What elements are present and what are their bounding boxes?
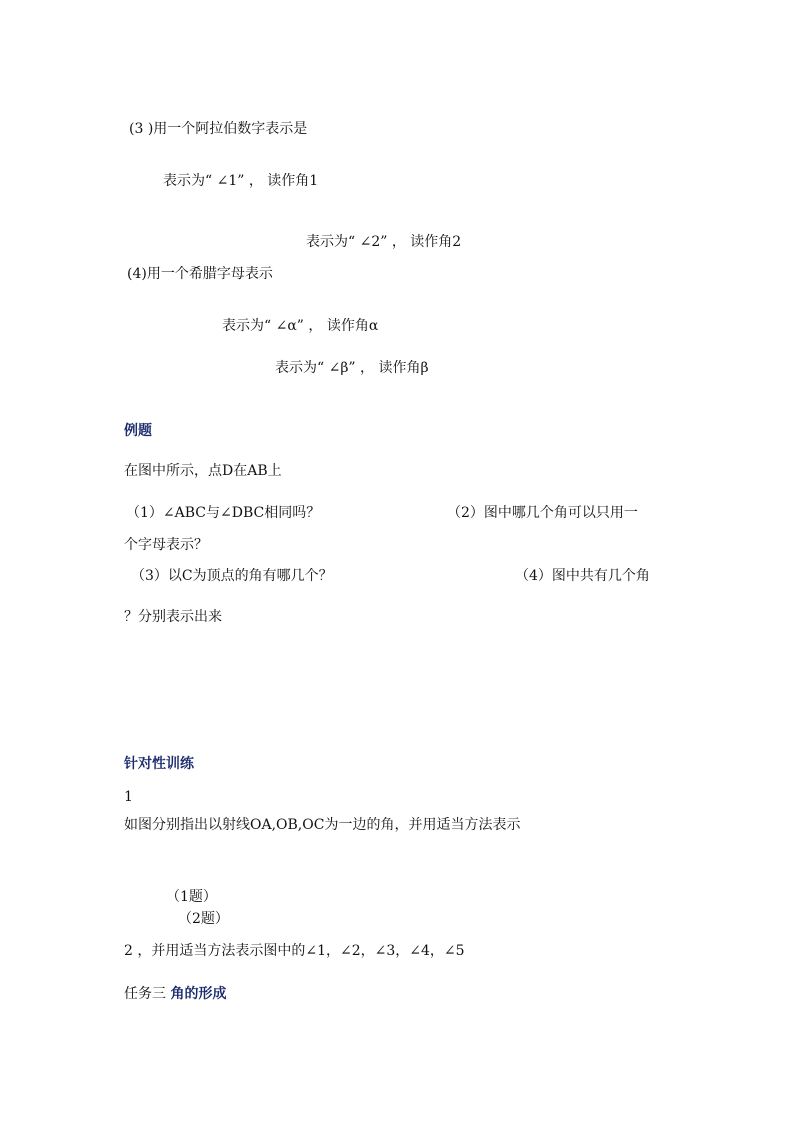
figure-caption-2: （2题） [178,911,229,927]
example-intro: 在图中所示，点D在AB上 [124,463,282,479]
training-heading: 针对性训练 [124,756,194,772]
task3-prefix: 任务三 [124,986,166,1002]
training-item2-text: 2 ，并用适当方法表示图中的∠1，∠2，∠3，∠4，∠5 [124,943,465,959]
task3-heading [124,985,226,1003]
training-item1-text: 如图分别指出以射线OA,OB,OC为一边的角，并用适当方法表示 [124,817,521,833]
section4-title: (4)用一个希腊字母表示 [127,266,273,282]
example-question-1: （1）∠ABC与∠DBC相同吗？ [126,505,321,521]
example-question-4-end: ？分别表示出来 [124,609,222,625]
training-item1-number: 1 [124,789,133,805]
task3-title: 角的形成 [170,986,227,1002]
section4-line1: 表示为“ ∠α” ， 读作角α [222,318,379,334]
example-question-2-end: 个字母表示？ [124,537,208,553]
section4-line2: 表示为“ ∠β” ， 读作角β [275,360,429,376]
section3-line1: 表示为“ ∠1” ， 读作角1 [163,173,319,189]
section3-line2: 表示为“ ∠2” ， 读作角2 [306,234,462,250]
section3-title: (3 )用一个阿拉伯数字表示是 [129,121,308,137]
figure-caption-1: （1题） [166,889,217,905]
example-heading: 例题 [124,423,152,439]
example-question-2-start: （2）图中哪几个角可以只用一 [447,505,638,521]
example-question-3: （3）以C为顶点的角有哪几个？ [131,568,333,584]
example-question-4-start: （4）图中共有几个角 [515,568,650,584]
